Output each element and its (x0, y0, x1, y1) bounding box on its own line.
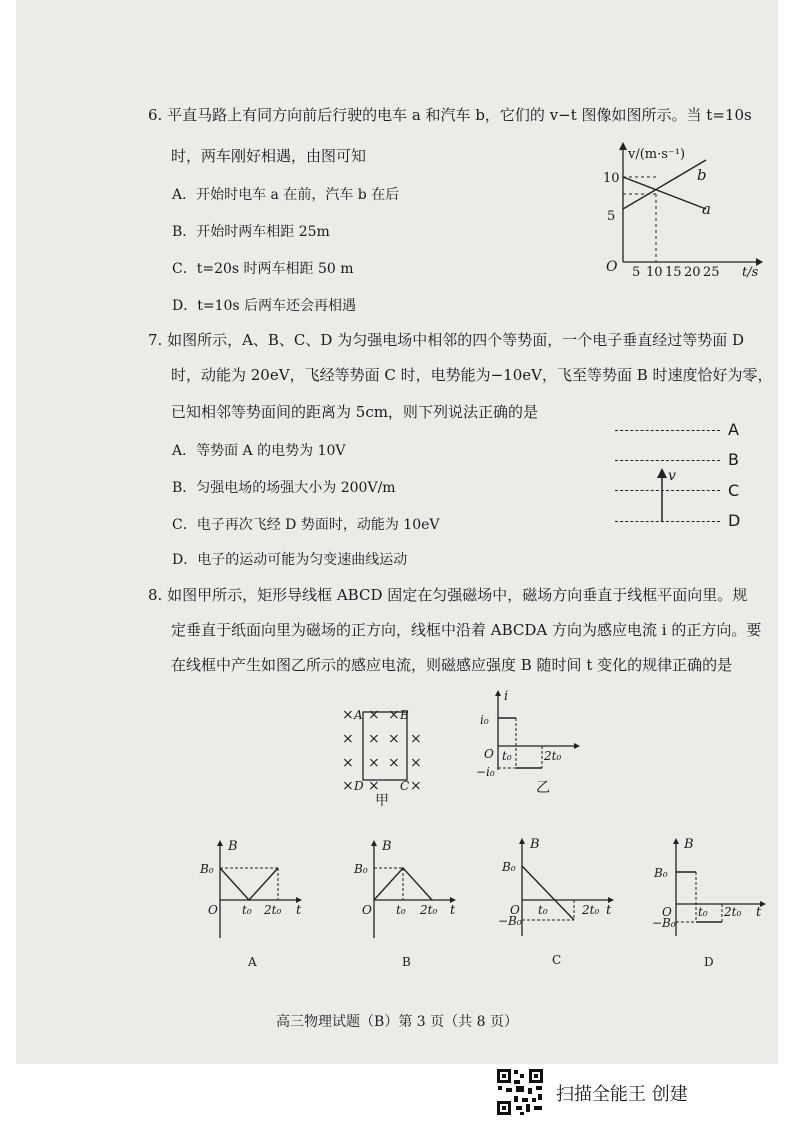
cross: × (410, 778, 422, 794)
plane-label-b: B (728, 450, 739, 469)
yi-origin: O (484, 747, 494, 761)
page-footer: 高三物理试题（B）第 3 页（共 8 页） (276, 1014, 518, 1030)
q6-option-b: B．开始时两车相距 25m (172, 224, 330, 240)
q8-line1: 8. 如图甲所示，矩形导线框 ABCD 固定在匀强磁场中，磁场方向垂直于线框平面向里。规 (148, 586, 748, 604)
figure-jia-frame (336, 700, 426, 808)
q7-option-c: C．电子再次飞经 D 势面时，动能为 10eV (172, 517, 440, 533)
cross: × (342, 755, 354, 771)
a-t0-label: t₀ (242, 903, 252, 917)
q6-ylabel: v/(m·s⁻¹) (628, 147, 686, 162)
q6-option-a: A．开始时电车 a 在前，汽车 b 在后 (172, 187, 400, 203)
b-B0-label: B₀ (354, 862, 368, 876)
cross: × (342, 707, 354, 723)
figure-yi-current-graph (474, 688, 584, 798)
corner-b: B (400, 708, 409, 722)
q7-line1: 7. 如图所示，A、B、C、D 为匀强电场中相邻的四个等势面，一个电子垂直经过等势面 D (148, 331, 745, 349)
q7-line3: 已知相邻等势面间的距离为 5cm，则下列说法正确的是 (171, 403, 538, 421)
yi-i-label: i (504, 689, 509, 704)
plane-label-d: D (728, 511, 741, 530)
a-origin: O (208, 903, 218, 917)
yi-i0-label: i₀ (480, 713, 489, 727)
yi-2t0-label: 2t₀ (544, 749, 562, 763)
d-t0-label: t₀ (698, 905, 708, 919)
d-B0-label: B₀ (654, 866, 668, 880)
a-t-label: t (296, 903, 302, 918)
d-B-label: B (684, 837, 694, 852)
q6-xtick-10: 10 (646, 265, 663, 280)
q7-line2: 时，动能为 20eV，飞经等势面 C 时，电势能为−10eV，飞至等势面 B 时速度恰好为零， (171, 366, 773, 384)
q6-origin: O (606, 259, 618, 275)
scanner-watermark: 扫描全能王 创建 (556, 1084, 688, 1105)
corner-a: A (354, 708, 363, 722)
cross: × (410, 731, 422, 747)
plane-label-c: C (728, 481, 740, 500)
b-origin: O (362, 903, 372, 917)
b-2t0-label: 2t₀ (420, 903, 438, 917)
cross: × (388, 755, 400, 771)
c-origin: O (510, 903, 520, 917)
cross: × (368, 731, 380, 747)
q6-xtick-20: 20 (684, 265, 701, 280)
choice-c-label: C (552, 953, 562, 967)
velocity-arrow (650, 466, 680, 524)
choice-b-label: B (402, 955, 411, 969)
q6-xtick-15: 15 (665, 265, 682, 280)
q7-option-a: A．等势面 A 的电势为 10V (172, 443, 346, 459)
cross: × (388, 731, 400, 747)
q6-option-c: C．t=20s 时两车相距 50 m (172, 261, 354, 277)
c-B0-label: B₀ (502, 860, 516, 874)
d-2t0-label: 2t₀ (724, 905, 742, 919)
q6-option-d: D．t=10s 后两车还会再相遇 (172, 298, 357, 314)
figure-jia-label: 甲 (375, 793, 389, 808)
b-B-label: B (382, 839, 392, 854)
cross: × (342, 731, 354, 747)
choice-b-b-graph (350, 838, 460, 973)
b-t0-label: t₀ (396, 903, 406, 917)
q7-option-d: D．电子的运动可能为匀变速曲线运动 (172, 552, 408, 568)
choice-a-label: A (248, 955, 257, 969)
q6-vt-graph (596, 140, 766, 280)
choice-d-label: D (704, 955, 714, 969)
cross: × (388, 707, 400, 723)
choice-c-b-graph (498, 836, 618, 973)
yi-t0-label: t₀ (502, 749, 512, 763)
q6-line2: 时，两车刚好相遇，由图可知 (171, 147, 367, 165)
q8-line2: 定垂直于纸面向里为磁场的正方向，线框中沿着 ABCDA 方向为感应电流 i 的正方向。要 (171, 621, 762, 639)
qr-code-icon (496, 1068, 544, 1116)
q6-xlabel: t/s (742, 265, 759, 280)
q6-line-a-label: a (702, 200, 711, 218)
cross: × (342, 778, 354, 794)
figure-yi-label: 乙 (536, 780, 550, 796)
b-t-label: t (450, 903, 456, 918)
c-t-label: t (606, 903, 612, 918)
equipotential-a (615, 430, 720, 431)
q8-line3: 在线框中产生如图乙所示的感应电流，则磁感应强度 B 随时间 t 变化的规律正确的是 (171, 656, 733, 674)
cross: × (368, 778, 380, 794)
a-B-label: B (228, 839, 238, 854)
q6-xtick-25: 25 (703, 265, 720, 280)
q6-xtick-5: 5 (632, 265, 641, 280)
velocity-label: v (668, 468, 676, 484)
plane-label-a: A (728, 420, 739, 439)
corner-c: C (400, 779, 410, 793)
q6-line-b-label: b (697, 166, 707, 184)
cross: × (368, 755, 380, 771)
q6-ytick-5: 5 (607, 209, 616, 224)
d-t-label: t (756, 905, 762, 920)
d-origin: O (662, 905, 672, 919)
c-negB0-label: −B₀ (498, 914, 522, 928)
cross: × (368, 707, 380, 723)
q6-line1: 6. 平直马路上有同方向前后行驶的电车 a 和汽车 b，它们的 v−t 图像如图所示。当 t=10s (148, 106, 752, 124)
c-t0-label: t₀ (538, 903, 548, 917)
choice-a-b-graph (196, 838, 306, 973)
choice-d-b-graph (652, 836, 770, 973)
c-2t0-label: 2t₀ (582, 903, 600, 917)
a-2t0-label: 2t₀ (264, 903, 282, 917)
yi-neg-i0-label: −i₀ (476, 765, 495, 779)
cross: × (410, 755, 422, 771)
q7-option-b: B．匀强电场的场强大小为 200V/m (172, 480, 396, 496)
q6-ytick-10: 10 (603, 171, 620, 186)
equipotential-b (615, 460, 720, 461)
corner-d: D (354, 779, 364, 793)
a-B0-label: B₀ (200, 862, 214, 876)
c-B-label: B (530, 837, 540, 852)
d-negB0-label: −B₀ (652, 916, 676, 930)
